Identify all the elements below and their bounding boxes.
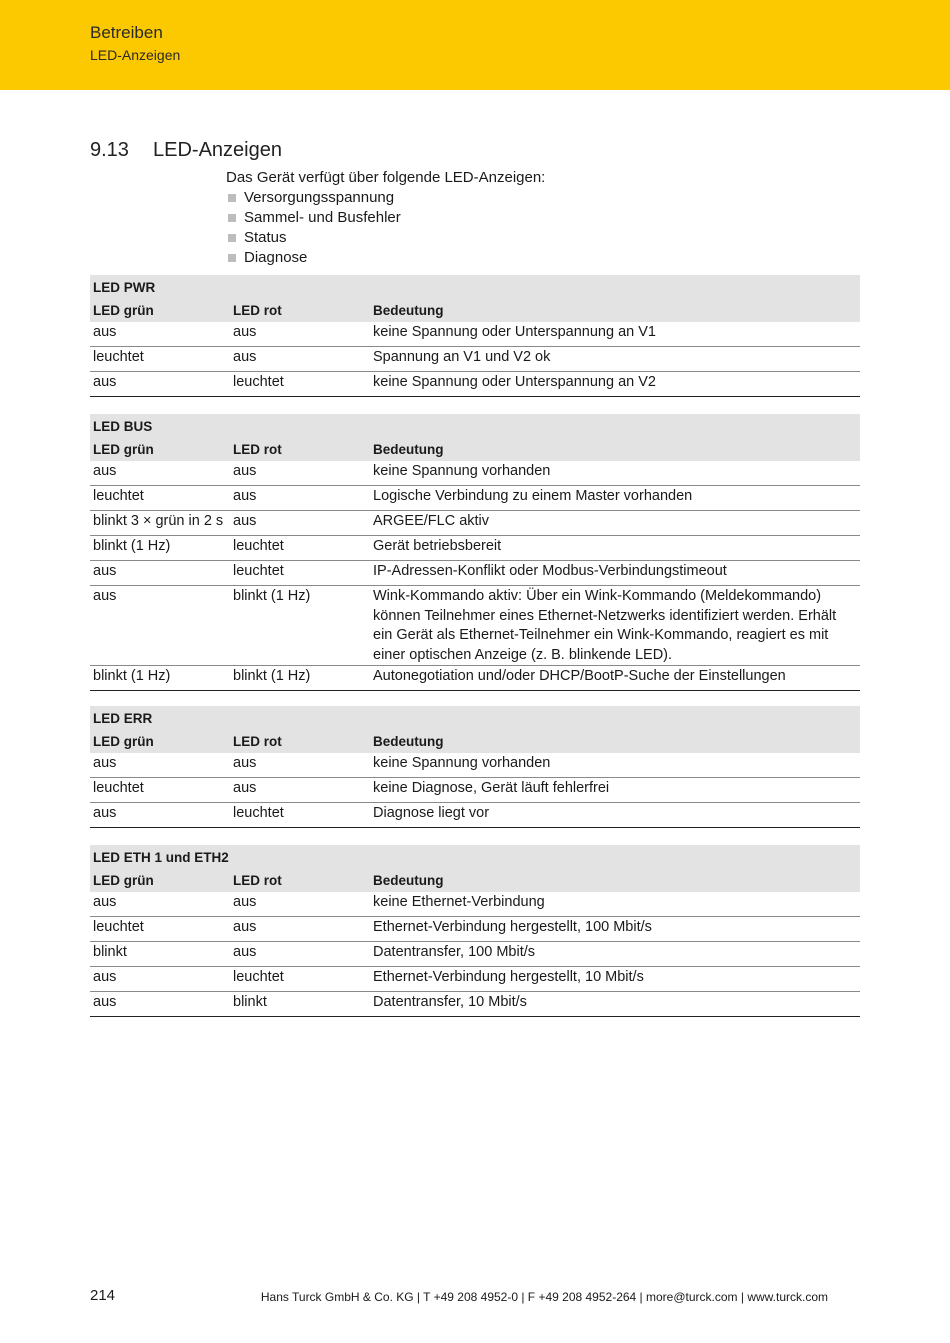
table-cell: blinkt (1 Hz) <box>90 666 230 691</box>
table-cell: aus <box>233 324 257 340</box>
table-row <box>90 536 860 561</box>
table-cell: leuchtet <box>90 778 230 803</box>
table-cell: keine Spannung vorhanden <box>373 755 551 771</box>
column-header: Bedeutung <box>370 730 860 753</box>
table-cell: Wink-Kommando aktiv: Über ein Wink-Kommando (Meldekommando) können Teilnehmer eines Ethernet-Netzwerks identifiziert werden. Erhält ein Gerät als Ethernet-Teilnehmer ein Wink-Kommando, reagiert es mit einer optischen Anzeige (z. B. blinkende LED). <box>370 586 860 666</box>
column-header: LED rot <box>230 438 370 461</box>
column-header: LED rot <box>230 730 370 753</box>
table-cell: aus <box>90 561 230 586</box>
column-header: Bedeutung <box>370 299 860 322</box>
table-cell: blinkt (1 Hz) <box>90 536 230 561</box>
table-cell: leuchtet <box>90 486 230 511</box>
column-header: LED grün <box>90 299 230 322</box>
list-item: Status <box>226 228 545 248</box>
table-cell: leuchtet <box>90 917 230 942</box>
table-cell: aus <box>93 894 117 910</box>
table-row <box>90 586 860 666</box>
column-header: Bedeutung <box>370 438 860 461</box>
column-header: LED grün <box>90 730 230 753</box>
table-cell: leuchtet <box>230 967 370 992</box>
table-cell: blinkt 3 × grün in 2 s <box>90 511 230 536</box>
table-cell: aus <box>230 511 370 536</box>
table-row <box>90 753 860 778</box>
section-title: LED-Anzeigen <box>153 139 282 161</box>
table-cell: aus <box>90 372 230 397</box>
table-cell: leuchtet <box>230 803 370 828</box>
table-cell: aus <box>90 586 230 666</box>
table-cell: keine Spannung oder Unterspannung an V2 <box>370 372 860 397</box>
table-caption: LED BUS <box>90 414 860 438</box>
table-cell: aus <box>90 992 230 1017</box>
table-cell: Spannung an V1 und V2 ok <box>370 347 860 372</box>
table-cell: blinkt <box>90 942 230 967</box>
column-header: LED grün <box>90 869 230 892</box>
led-pwr-table <box>90 275 860 397</box>
column-header: Bedeutung <box>370 869 860 892</box>
table-caption: LED ETH 1 und ETH2 <box>90 845 860 869</box>
table-cell: blinkt <box>230 992 370 1017</box>
table-cell: keine Spannung vorhanden <box>373 463 551 479</box>
list-item: Versorgungsspannung <box>226 188 545 208</box>
table-cell: aus <box>233 755 257 771</box>
table-row <box>90 322 860 347</box>
table-cell: blinkt (1 Hz) <box>230 666 370 691</box>
table-cell: aus <box>233 463 257 479</box>
table-cell: keine Ethernet-Verbindung <box>373 894 545 910</box>
section-heading <box>90 139 282 162</box>
table-row <box>90 778 860 803</box>
table-cell: aus <box>90 803 230 828</box>
table-caption: LED ERR <box>90 706 860 730</box>
led-eth-table <box>90 845 860 1017</box>
table-cell: Diagnose liegt vor <box>370 803 860 828</box>
table-cell: aus <box>230 347 370 372</box>
table-cell: IP-Adressen-Konflikt oder Modbus-Verbindungstimeout <box>370 561 860 586</box>
table-cell: aus <box>233 894 257 910</box>
led-list <box>226 188 545 268</box>
table-cell: Ethernet-Verbindung hergestellt, 10 Mbit/s <box>370 967 860 992</box>
list-item: Sammel- und Busfehler <box>226 208 545 228</box>
page-number: 214 <box>90 1287 116 1304</box>
table-row <box>90 892 860 917</box>
table-cell: aus <box>93 324 117 340</box>
table-caption: LED PWR <box>90 275 860 299</box>
list-item: Diagnose <box>226 248 545 268</box>
table-cell: Datentransfer, 10 Mbit/s <box>370 992 860 1017</box>
table-cell: aus <box>230 917 370 942</box>
table-cell: aus <box>230 486 370 511</box>
table-cell: aus <box>93 755 117 771</box>
table-cell: aus <box>230 778 370 803</box>
table-cell: leuchtet <box>230 372 370 397</box>
intro-text: Das Gerät verfügt über folgende LED-Anzeigen: <box>226 169 546 186</box>
header-title: Betreiben <box>90 23 163 42</box>
footer-contact: Hans Turck GmbH & Co. KG | T +49 208 4952-0 | F +49 208 4952-264 | more@turck.com | www.turck.com <box>260 1290 828 1304</box>
header-band <box>0 0 950 90</box>
table-row <box>90 461 860 486</box>
table-cell: aus <box>230 942 370 967</box>
table-cell: leuchtet <box>90 347 230 372</box>
table-row <box>90 942 860 967</box>
column-header: LED rot <box>230 299 370 322</box>
table-row <box>90 917 860 942</box>
table-cell: aus <box>93 463 117 479</box>
led-err-table <box>90 706 860 828</box>
header-subtitle: LED-Anzeigen <box>90 47 181 63</box>
table-cell: keine Diagnose, Gerät läuft fehlerfrei <box>370 778 860 803</box>
table-cell: Datentransfer, 100 Mbit/s <box>370 942 860 967</box>
table-row <box>90 666 860 691</box>
column-header: LED grün <box>90 438 230 461</box>
led-bus-table <box>90 414 860 691</box>
table-cell: blinkt (1 Hz) <box>230 586 370 666</box>
table-row <box>90 347 860 372</box>
section-number: 9.13 <box>90 139 129 161</box>
table-row <box>90 992 860 1017</box>
table-row <box>90 486 860 511</box>
table-cell: Autonegotiation und/oder DHCP/BootP-Suche der Einstellungen <box>370 666 860 691</box>
table-cell: Gerät betriebsbereit <box>370 536 860 561</box>
table-cell: ARGEE/FLC aktiv <box>370 511 860 536</box>
column-header: LED rot <box>230 869 370 892</box>
table-row <box>90 511 860 536</box>
table-cell: leuchtet <box>230 536 370 561</box>
table-row <box>90 967 860 992</box>
table-cell: Ethernet-Verbindung hergestellt, 100 Mbit/s <box>370 917 860 942</box>
table-cell: Logische Verbindung zu einem Master vorhanden <box>370 486 860 511</box>
table-row <box>90 372 860 397</box>
table-row <box>90 561 860 586</box>
intro-block <box>226 168 545 268</box>
table-cell: aus <box>90 967 230 992</box>
table-row <box>90 803 860 828</box>
table-cell: leuchtet <box>230 561 370 586</box>
table-cell: keine Spannung oder Unterspannung an V1 <box>373 324 656 340</box>
